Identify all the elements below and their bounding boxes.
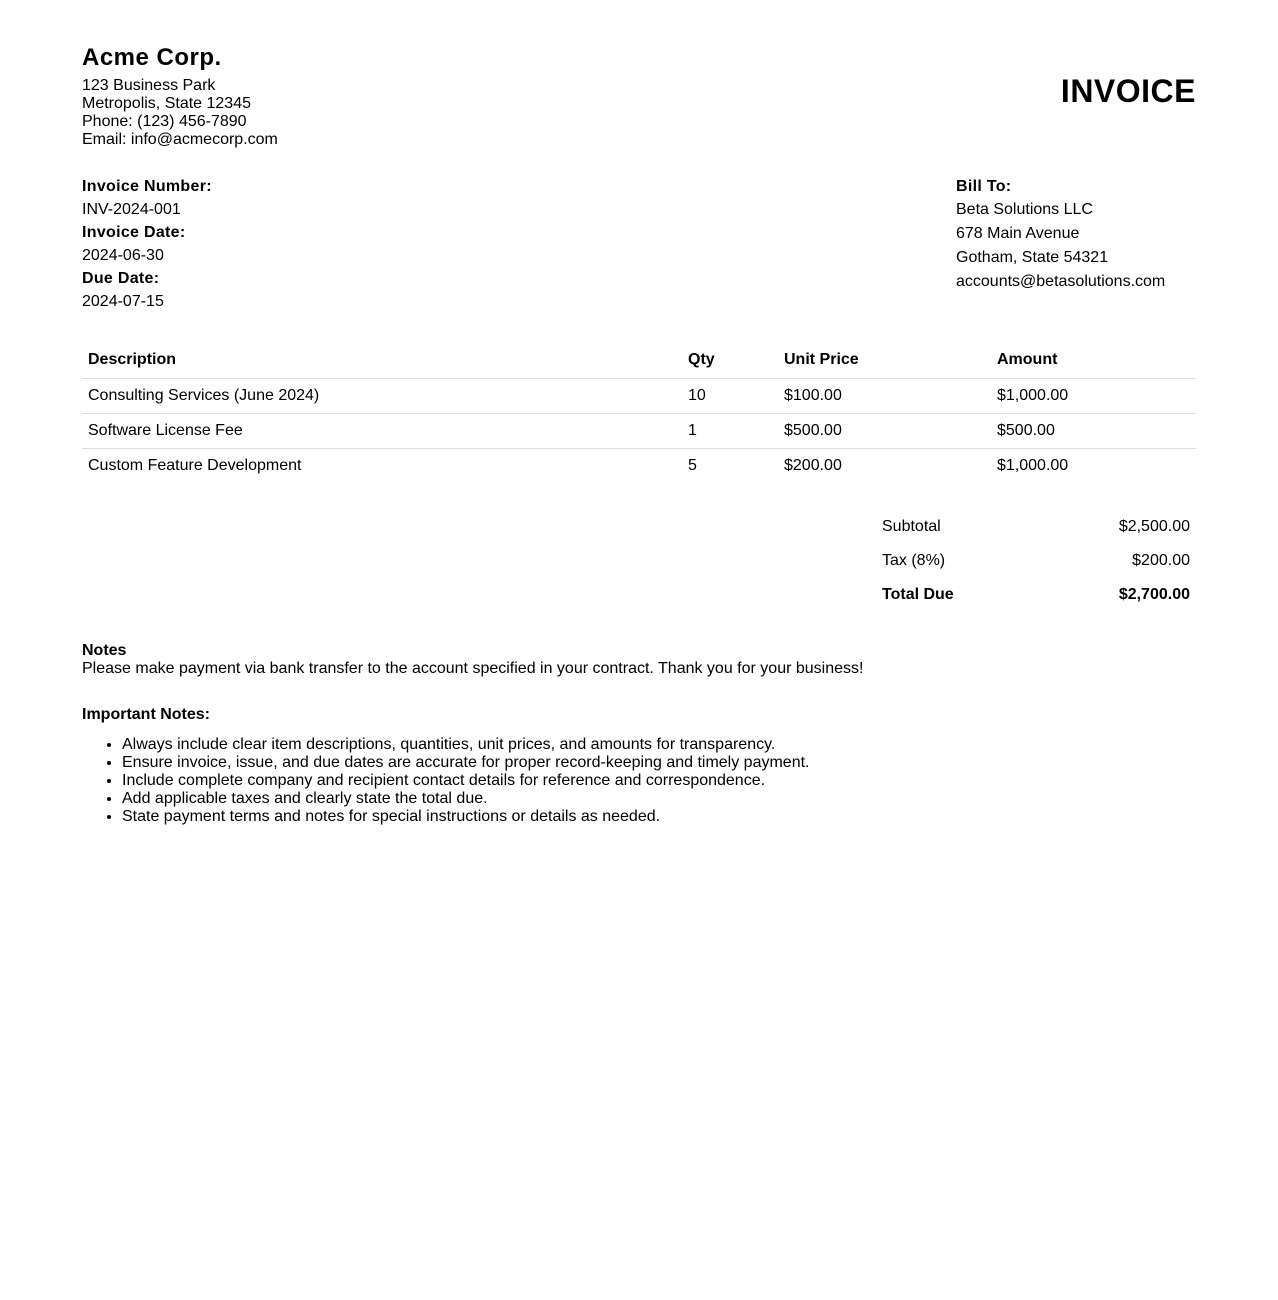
table-header-row	[82, 342, 1196, 379]
due-date-label: Due Date:	[82, 270, 160, 287]
totals-table	[876, 510, 1196, 612]
total-due-row	[876, 578, 1196, 612]
header-amount: Amount	[991, 342, 1196, 379]
company-address-line: 123 Business Park	[82, 77, 216, 94]
header-unit-price: Unit Price	[778, 342, 991, 379]
notes-heading: Notes	[82, 642, 127, 659]
item-amount: $1,000.00	[997, 457, 1069, 474]
list-item: • State payment terms and notes for special instructions or details as needed.	[122, 808, 810, 826]
bill-to-email: accounts@betasolutions.com	[956, 273, 1166, 290]
list-item: • Always include clear item descriptions, quantities, unit prices, and amounts for transparency.	[122, 736, 810, 754]
list-item: • Ensure invoice, issue, and due dates are accurate for proper record-keeping and timely payment.	[122, 754, 810, 772]
item-description: Custom Feature Development	[88, 457, 302, 474]
table-row	[82, 449, 1196, 484]
notes-section	[82, 642, 863, 678]
total-due-value: $2,700.00	[1118, 586, 1190, 603]
important-notes-list	[82, 736, 810, 826]
invoice-number-label: Invoice Number:	[82, 178, 212, 195]
item-qty: 10	[682, 379, 778, 414]
due-date-value: 2024-07-15	[82, 293, 164, 310]
important-notes-heading: Important Notes:	[82, 706, 210, 723]
important-notes-section	[82, 706, 810, 826]
tax-value: $200.00	[1132, 552, 1190, 569]
bill-to-company: Beta Solutions LLC	[956, 201, 1093, 218]
total-due-label: Total Due	[882, 586, 954, 603]
table-row	[82, 379, 1196, 414]
line-items-table	[82, 342, 1196, 483]
item-unit-price: $500.00	[778, 414, 991, 449]
invoice-date-label: Invoice Date:	[82, 224, 186, 241]
item-description: Software License Fee	[82, 414, 682, 449]
subtotal-value: $2,500.00	[1118, 518, 1190, 535]
invoice-title: INVOICE	[1060, 73, 1196, 109]
list-item: • Add applicable taxes and clearly state the total due.	[122, 790, 810, 808]
list-item: • Include complete company and recipient contact details for reference and correspondence.	[122, 772, 810, 790]
company-name: Acme Corp.	[82, 44, 222, 71]
company-phone: Phone: (123) 456-7890	[82, 113, 247, 130]
tax-row	[876, 544, 1196, 578]
header-description: Description	[82, 342, 682, 379]
table-row	[82, 414, 1196, 449]
item-amount: $1,000.00	[991, 379, 1196, 414]
notes-body: Please make payment via bank transfer to the account specified in your contract. Thank you for your business!	[82, 660, 864, 677]
item-qty: 5	[688, 457, 697, 474]
tax-label: Tax (8%)	[882, 552, 946, 569]
invoice-meta	[82, 176, 212, 314]
invoice-date-value: 2024-06-30	[82, 247, 164, 264]
company-email: Email: info@acmecorp.com	[82, 131, 278, 148]
item-qty: 1	[682, 414, 778, 449]
bill-to-label: Bill To:	[956, 178, 1012, 195]
item-unit-price: $100.00	[778, 379, 991, 414]
company-address	[82, 77, 278, 149]
subtotal-label: Subtotal	[882, 518, 941, 535]
bill-to-street: 678 Main Avenue	[956, 225, 1080, 242]
item-description: Consulting Services (June 2024)	[82, 379, 682, 414]
subtotal-row	[876, 510, 1196, 544]
company-address-line: Metropolis, State 12345	[82, 95, 251, 112]
item-unit-price: $200.00	[784, 457, 842, 474]
bill-to-city: Gotham, State 54321	[956, 249, 1109, 266]
bill-to	[956, 176, 1165, 294]
header-qty: Qty	[682, 342, 778, 379]
item-amount: $500.00	[991, 414, 1196, 449]
invoice-number-value: INV-2024-001	[82, 201, 181, 218]
